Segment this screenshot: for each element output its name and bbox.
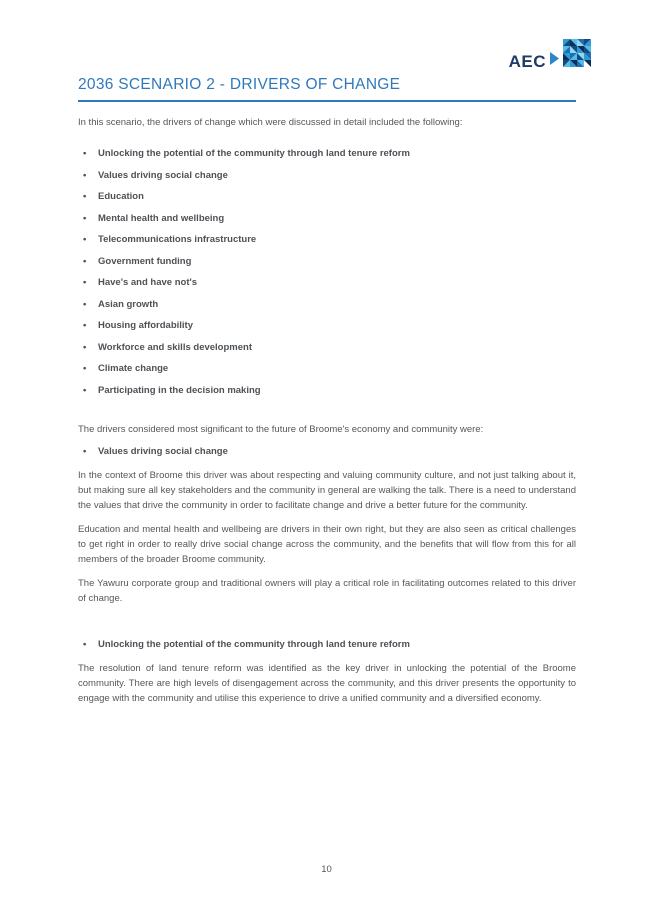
drivers-list — [78, 147, 576, 398]
section-heading-values-driving-social-change: • Values driving social change — [78, 445, 576, 459]
driver-list-item: • Housing affordability — [78, 319, 576, 333]
driver-list-item: • Mental health and wellbeing — [78, 212, 576, 226]
driver-list-item: • Government funding — [78, 255, 576, 269]
driver-list-item: • Values driving social change — [78, 169, 576, 183]
driver-list-item: • Education — [78, 190, 576, 204]
aec-logo — [509, 37, 595, 76]
body-paragraph: The resolution of land tenure reform was identified as the key driver in unlocking the potential of the Broome community. There are high levels of disengagement across the community, and this driver presents the opportunity to engage with the community and utilise this experience to drive a unified community and a diversified economy. — [78, 662, 576, 704]
aec-logo-text: AEC — [508, 52, 546, 71]
driver-list-item: • Telecommunications infrastructure — [78, 233, 576, 247]
page-number: 10 — [321, 864, 332, 875]
driver-list-item: • Climate change — [78, 362, 576, 376]
body-paragraph: In the context of Broome this driver was about respecting and valuing community culture, and not just talking about it, but making sure all key stakeholders and the community in general are walking the talk. There is a need to understand the values that drive the community in order to facilitate change and drive a better future for the community. — [78, 469, 576, 511]
body-paragraph: The Yawuru corporate group and traditional owners will play a critical role in facilitating outcomes related to this driver of change. — [78, 577, 576, 604]
aec-logo-mosaic-icon — [549, 37, 595, 76]
body-paragraph: Education and mental health and wellbeing are drivers in their own right, but they are also seen as critical challenges to get right in order to really drive social change across the community, and the benefits that will flow from this for all members of the broader Broome community. — [78, 523, 576, 565]
intro-paragraph: In this scenario, the drivers of change which were discussed in detail included the following: — [78, 117, 463, 128]
section-heading-land-tenure-reform: • Unlocking the potential of the community through land tenure reform — [78, 638, 576, 652]
page-title: 2036 SCENARIO 2 - DRIVERS OF CHANGE — [78, 76, 576, 102]
driver-list-item: • Unlocking the potential of the community through land tenure reform — [78, 147, 576, 161]
driver-list-item: • Workforce and skills development — [78, 341, 576, 355]
driver-list-item: • Asian growth — [78, 298, 576, 312]
driver-list-item: • Have's and have not's — [78, 276, 576, 290]
significant-lead-paragraph: The drivers considered most significant to the future of Broome's economy and community were: — [78, 423, 484, 435]
driver-list-item: • Participating in the decision making — [78, 384, 576, 398]
